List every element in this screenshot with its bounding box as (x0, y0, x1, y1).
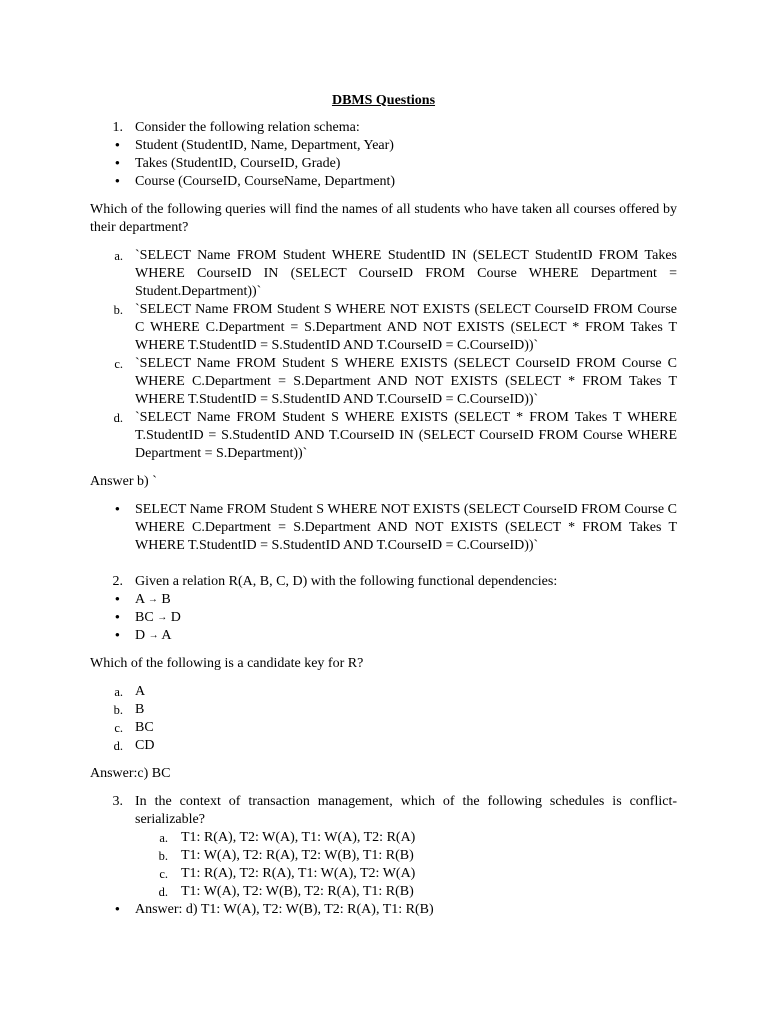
option-label: a. (114, 685, 123, 699)
schema-bullet (90, 173, 677, 191)
fd-bullet (90, 609, 677, 627)
option-label: d. (158, 885, 168, 899)
option-c (90, 355, 677, 409)
question-number: 3. (112, 794, 123, 809)
right-arrow-icon: → (157, 612, 168, 623)
option-d (90, 409, 677, 463)
option-label: d. (113, 739, 123, 753)
option-d (90, 883, 677, 901)
option-label: d. (113, 411, 123, 425)
fd-lhs: BC (135, 610, 154, 625)
question-3-stem (90, 793, 677, 829)
fd-text (135, 627, 677, 645)
option-text: T1: W(A), T2: R(A), T2: W(B), T1: R(B) (181, 848, 414, 863)
answer-text: Answer: d) T1: W(A), T2: W(B), T2: R(A), T1: R(B) (135, 902, 434, 917)
bullet-text: Takes (StudentID, CourseID, Grade) (135, 156, 341, 171)
option-label: c. (159, 867, 168, 881)
question-1-answer: Answer b) ` (90, 474, 157, 489)
option-a (90, 683, 677, 701)
option-label: a. (159, 831, 168, 845)
option-text: T1: R(A), T2: W(A), T1: W(A), T2: R(A) (181, 830, 416, 845)
question-2-answer: Answer:c) BC (90, 766, 171, 781)
fd-text (135, 609, 677, 627)
option-label: c. (114, 721, 123, 735)
document-page (90, 92, 677, 919)
question-3-answer (90, 901, 677, 919)
bullet-text: Student (StudentID, Name, Department, Year) (135, 138, 394, 153)
bullet-icon: • (114, 902, 120, 918)
fd-lhs: D (135, 628, 146, 643)
answer-detail (90, 501, 677, 555)
option-a (90, 829, 677, 847)
option-label: b. (113, 703, 123, 717)
fd-rhs: D (170, 610, 181, 625)
right-arrow-icon: → (147, 594, 158, 605)
option-text: `SELECT Name FROM Student S WHERE NOT EXISTS (SELECT CourseID FROM Course C WHERE C.Department = S.Department AND NOT EXISTS (SELECT * FROM Takes T WHERE T.StudentID = S.StudentID AND T.CourseID = C.CourseID))` (135, 302, 677, 353)
right-arrow-icon: → (148, 630, 159, 641)
question-text: Given a relation R(A, B, C, D) with the following functional dependencies: (135, 574, 558, 589)
option-text: T1: W(A), T2: W(B), T2: R(A), T1: R(B) (181, 884, 414, 899)
answer-detail-text: SELECT Name FROM Student S WHERE NOT EXISTS (SELECT CourseID FROM Course C WHERE C.Department = S.Department AND NOT EXISTS (SELECT * FROM Takes T WHERE T.StudentID = S.StudentID AND T.CourseID = C.CourseID))` (135, 502, 677, 553)
bullet-icon: • (114, 138, 120, 154)
option-a (90, 247, 677, 301)
bullet-text: Course (CourseID, CourseName, Department) (135, 174, 396, 189)
option-text: `SELECT Name FROM Student WHERE StudentID IN (SELECT StudentID FROM Takes WHERE CourseID IN (SELECT CourseID FROM Course WHERE Department = Student.Department))` (135, 248, 677, 299)
bullet-icon: • (114, 610, 120, 626)
schema-bullet (90, 137, 677, 155)
option-c (90, 865, 677, 883)
question-text: In the context of transaction management, which of the following schedules is conflict-serializable? (135, 794, 677, 827)
option-text: T1: R(A), T2: R(A), T1: W(A), T2: W(A) (181, 866, 416, 881)
bullet-icon: • (114, 592, 120, 608)
option-label: c. (114, 357, 123, 371)
question-number: 1. (112, 120, 123, 135)
option-label: b. (158, 849, 168, 863)
option-d (90, 737, 677, 755)
bullet-icon: • (114, 174, 120, 190)
document-title: DBMS Questions (331, 93, 436, 108)
question-1-stem (90, 119, 677, 137)
option-text: CD (135, 738, 155, 753)
option-text: `SELECT Name FROM Student S WHERE EXISTS (SELECT CourseID FROM Course C WHERE C.Department = S.Department AND NOT EXISTS (SELECT * FROM Takes T WHERE T.StudentID = S.StudentID AND T.CourseID = C.CourseID))` (135, 356, 677, 407)
fd-lhs: A (135, 592, 145, 607)
option-text: B (135, 702, 145, 717)
option-text: BC (135, 720, 154, 735)
bullet-icon: • (114, 628, 120, 644)
bullet-icon: • (114, 502, 120, 518)
question-2-stem (90, 573, 677, 591)
option-label: b. (113, 303, 123, 317)
option-b (90, 701, 677, 719)
question-2-prompt: Which of the following is a candidate key for R? (90, 656, 364, 671)
question-1-prompt: Which of the following queries will find the names of all students who have taken all courses offered by their department? (90, 202, 677, 235)
option-c (90, 719, 677, 737)
fd-rhs: A (161, 628, 172, 643)
option-b (90, 847, 677, 865)
fd-rhs: B (161, 592, 171, 607)
option-b (90, 301, 677, 355)
schema-bullet (90, 155, 677, 173)
option-text: `SELECT Name FROM Student S WHERE EXISTS (SELECT * FROM Takes T WHERE T.StudentID = S.StudentID AND T.CourseID IN (SELECT CourseID FROM Course WHERE Department = S.Department))` (135, 410, 677, 461)
fd-bullet (90, 627, 677, 645)
question-text: Consider the following relation schema: (135, 120, 360, 135)
option-text: A (135, 684, 146, 699)
bullet-icon: • (114, 156, 120, 172)
fd-text (135, 591, 677, 609)
option-label: a. (114, 249, 123, 263)
question-number: 2. (112, 574, 123, 589)
fd-bullet (90, 591, 677, 609)
